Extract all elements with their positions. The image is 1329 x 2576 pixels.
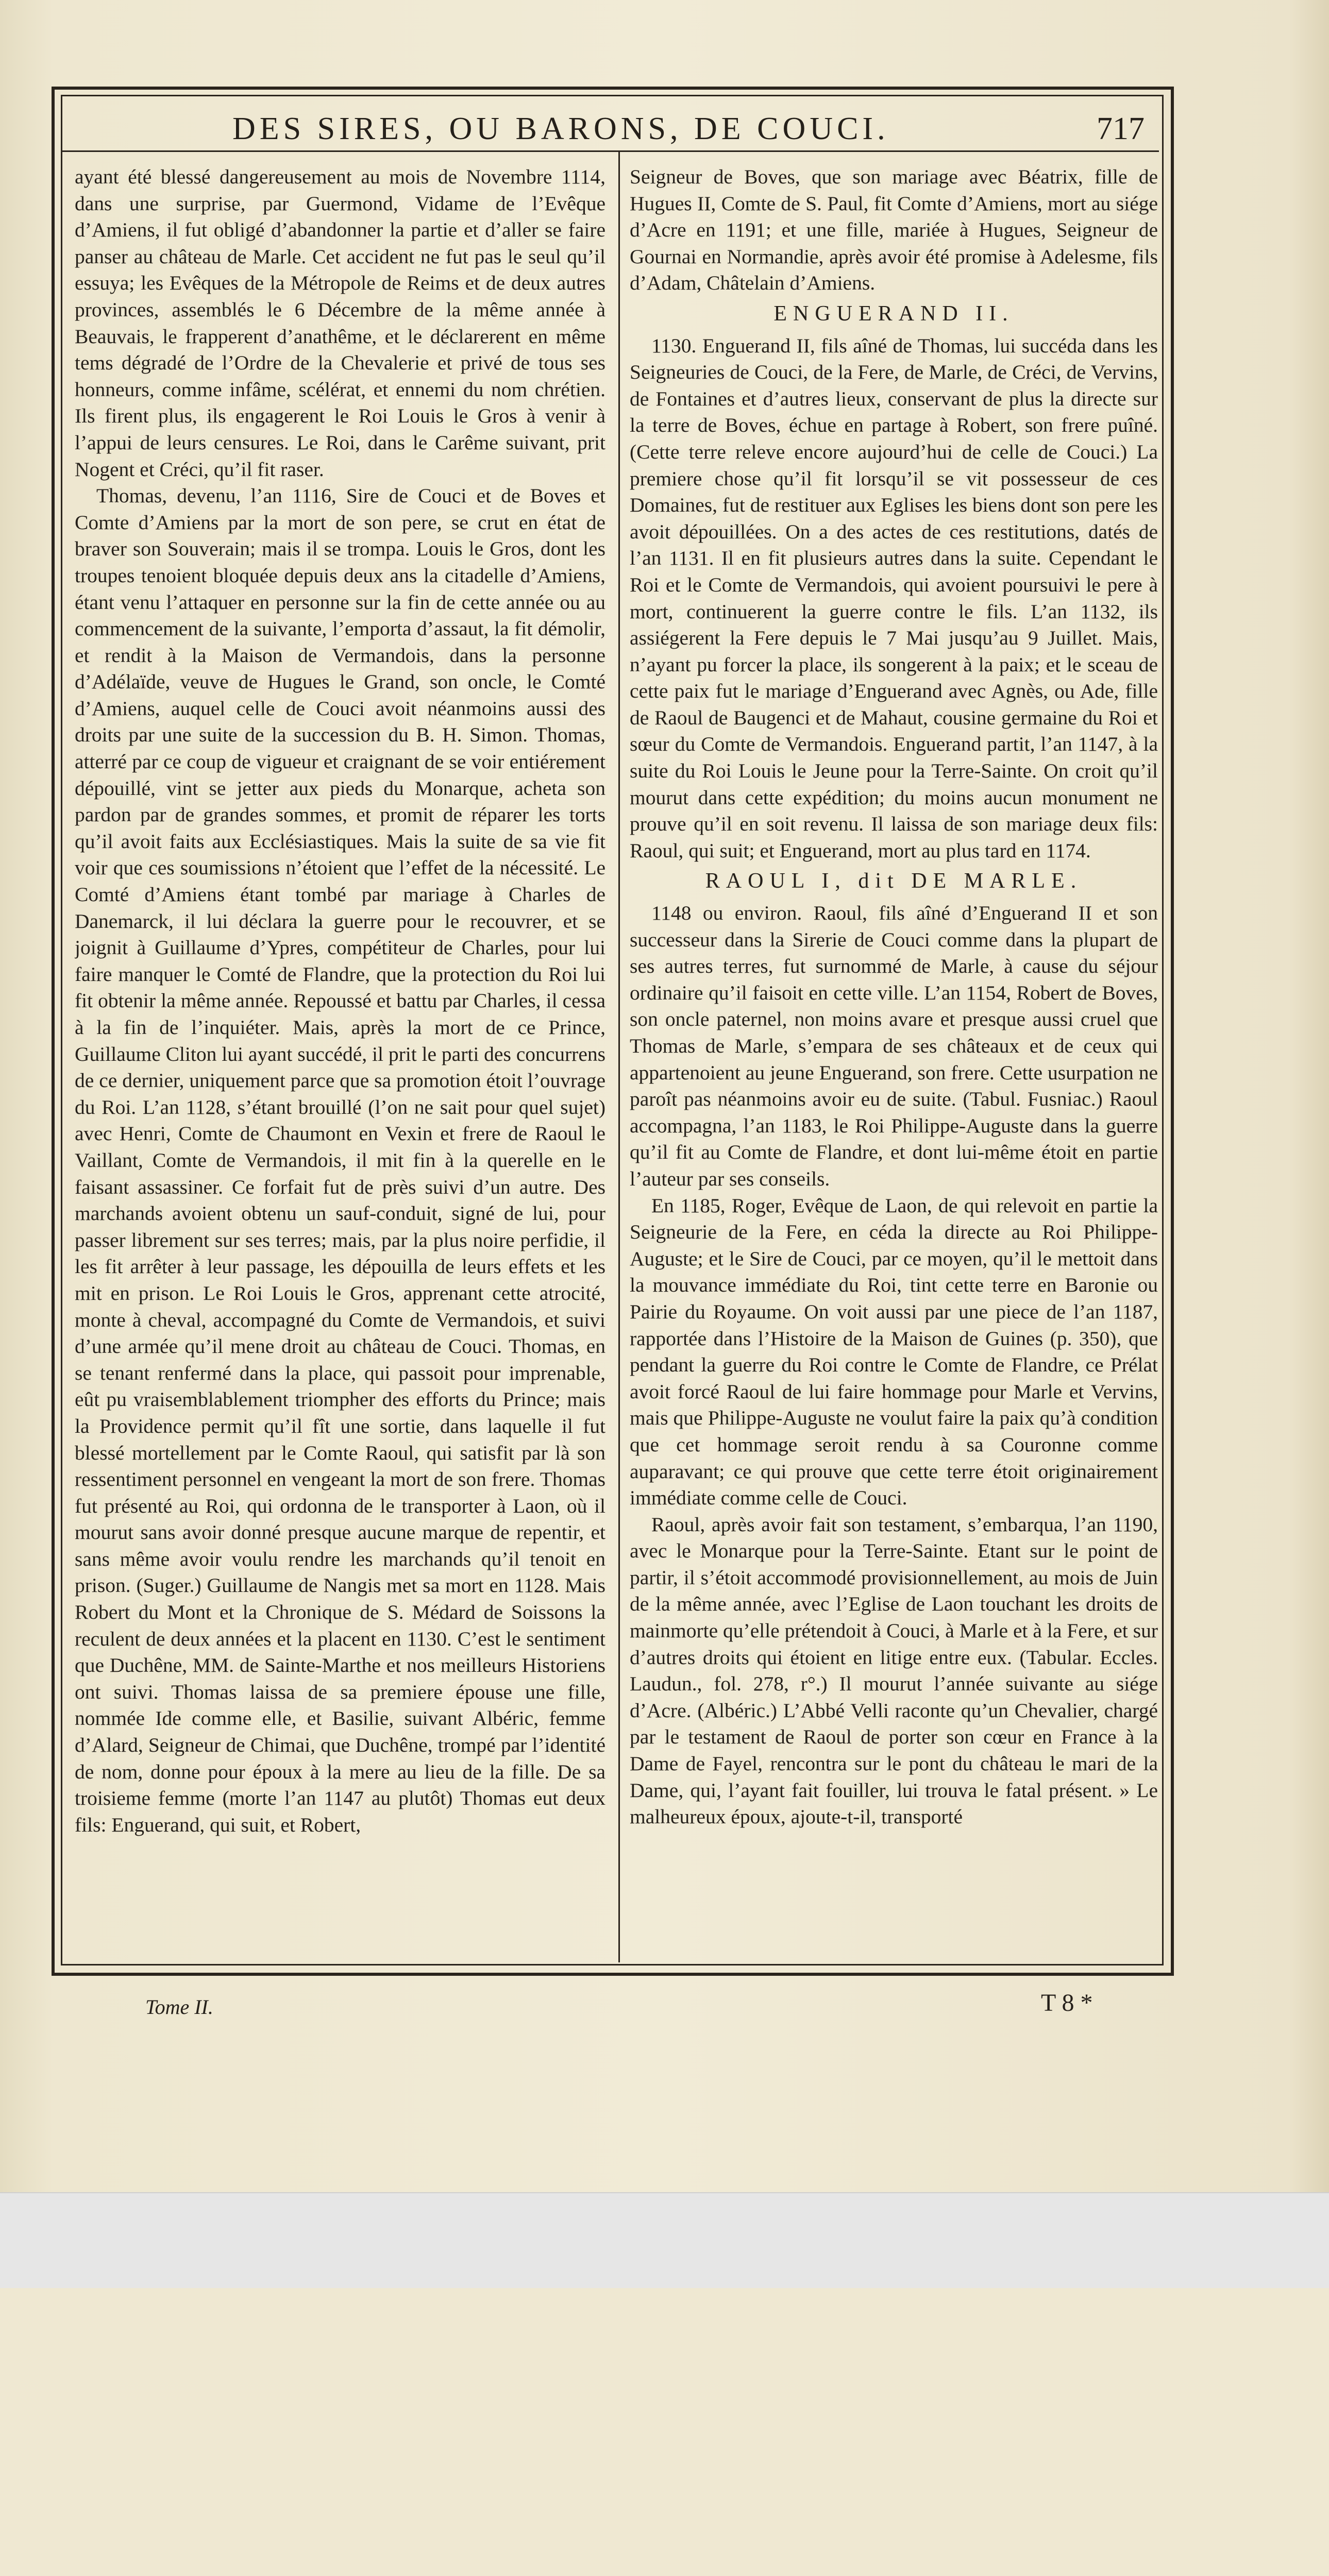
- right-paragraph-1: Seigneur de Boves, que son mariage avec Béatrix, fille de Hugues II, Comte de S. Paul, fit Comte d’Amiens, mort au siége d’Acre en 1191; et une fille, mariée à Hugues, Seigneur de Gournai en Normandie, après avoir été promise à Adelesme, fils d’Adam, Châtelain d’Amiens.: [630, 165, 1158, 295]
- right-paragraph-5: Raoul, après avoir fait son testament, s’embarqua, l’an 1190, avec le Monarque pour la Terre-Sainte. Etant sur le point de partir, il s’étoit accommodé provisionnellement, au mois de Juin de la même année, avec l’Eglise de Laon touchant les droits de mainmorte qu’elle prétendoit à Couci, à Marle et à la Fere, et sur d’autres droits qui étoient en litige entre eux. (Tabular. Eccles. Laudun., fol. 278, r°.) Il mourut l’année suivante au siége d’Acre. (Albéric.) L’Abbé Velli raconte qu’un Chevalier, chargé par le testament de Raoul de porter son cœur en France à la Dame de Fayel, rencontra sur le pont du château le mari de la Dame, qui, l’ayant fait fouiller, lui trouva le fatal présent. » Le malheureux époux, ajoute-t-il, transporté: [630, 1513, 1158, 1828]
- right-column: [630, 164, 1158, 1952]
- section-heading-raoul: RAOUL I, dit DE MARLE.: [705, 869, 1083, 893]
- section-heading-enguerand: ENGUERAND II.: [773, 301, 1014, 326]
- column-divider: [618, 150, 620, 1962]
- digitization-banner: [0, 2192, 1329, 2288]
- page-number: 717: [1097, 111, 1145, 146]
- left-paragraph-2: Thomas, devenu, l’an 1116, Sire de Couci et de Boves et Comte d’Amiens par la mort de son pere, se crut en état de braver son Souverain; mais il se trompa. Louis le Gros, dont les troupes tenoient bloquée depuis deux ans la citadelle d’Amiens, étant venu l’attaquer en personne sur la fin de cette année ou au commencement de la suivante, l’emporta d’assaut, la fit démolir, et rendit à la Maison de Vermandois, dans la personne d’Adélaïde, veuve de Hugues le Grand, son oncle, le Comté d’Amiens, auquel celle de Couci avoit néanmoins aussi des droits par une suite de la succession du B. H. Simon. Thomas, atterré par ce coup de vigueur et craignant de se voir entiérement dépouillé, vint se jetter aux pieds du Monarque, acheta son pardon par de grandes sommes, et promit de réparer les torts qu’il avoit faits aux Ecclésiastiques. Mais la suite de sa vie fit voir que ces soumissions n’étoient que l’effet de la nécessité. Le Comté d’Amiens étant tombé par mariage à Charles de Danemarck, il lui déclara la guerre pour le recouvrer, et se joignit à Guillaume d’Ypres, compétiteur de Charles, pour lui faire manquer le Comté de Flandre, que la protection du Roi lui fit obtenir la même année. Repoussé et battu par Charles, il cessa à la fin de l’inquiéter. Mais, après la mort de ce Prince, Guillaume Cliton lui ayant succédé, il prit le parti des concurrens de ce dernier, uniquement parce que sa promotion étoit l’ouvrage du Roi. L’an 1128, s’étant brouillé (l’on ne sait pour quel sujet) avec Henri, Comte de Chaumont en Vexin et frere de Raoul le Vaillant, Comte de Vermandois, il mit fin à la querelle en le faisant assassiner. Ce forfait fut de près suivi d’un autre. Des marchands avoient obtenu un sauf-conduit, signé de lui, pour passer librement sur ses terres; mais, par la plus noire perfidie, il les fit arrêter à leur passage, les dépouilla de leurs effets et les mit en prison. Le Roi Louis le Gros, apprenant cette atrocité, monte à cheval, accompagné du Comte de Vermandois, et suivi d’une armée qu’il mene droit au château de Couci. Thomas, en se tenant renfermé dans la place, qui passoit pour imprenable, eût pu vraisemblablement triompher des efforts du Prince; mais la Providence permit qu’il fît une sortie, dans laquelle il fut blessé mortellement par le Comte Raoul, qui satisfit par là son ressentiment personnel en vengeant la mort de son frere. Thomas fut présenté au Roi, qui ordonna de le transporter à Laon, où il mourut sans avoir donné presque aucune marque de repentir, et sans même avoir voulu rendre les marchands qu’il tenoit en prison. (Suger.) Guillaume de Nangis met sa mort en 1128. Mais Robert du Mont et la Chronique de S. Médard de Soissons la reculent de deux années et la placent en 1130. C’est le sentiment que Duchêne, MM. de Sainte-Marthe et nos meilleurs Historiens ont suivi. Thomas laissa de sa premiere épouse une fille, nommée Ide comme elle, et Basilie, suivant Albéric, femme d’Alard, Seigneur de Chimai, que Duchêne, trompé par l’identité de nom, donne pour époux à la mere au lieu de la fille. De sa troisieme femme (morte l’an 1147 au plutôt) Thomas eut deux fils: Enguerand, qui suit, et Robert,: [75, 484, 605, 1836]
- right-paragraph-3: 1148 ou environ. Raoul, fils aîné d’Enguerand II et son successeur dans la Sirerie de Couci comme dans la plupart de ses autres terres, fut surnommé de Marle, à cause du séjour ordinaire qu’il faisoit en cette ville. L’an 1154, Robert de Boves, son oncle paternel, non moins avare et presque aussi cruel que Thomas de Marle, s’empara de ses châteaux et de ceux qui appartenoient au jeune Enguerand, son frere. Cette usurpation ne paroît pas néanmoins avoir eu de suite. (Tabul. Fusniac.) Raoul accompagna, l’an 1183, le Roi Philippe-Auguste dans la guerre qu’il fit au Comte de Flandre, et dont lui-même étoit en partie l’auteur par ses conseils.: [630, 902, 1158, 1190]
- left-column: [75, 164, 605, 1952]
- volume-label: Tome II.: [145, 1995, 213, 2019]
- left-paragraph-1: ayant été blessé dangereusement au mois de Novembre 1114, dans une surprise, par Guermond, Vidame de l’Evêque d’Amiens, il fut obligé d’abandonner la partie et d’aller se faire panser au château de Marle. Cet accident ne fut pas le seul qu’il essuya; les Evêques de la Métropole de Reims et de deux autres provinces, assemblés le 6 Décembre de la même année à Beauvais, le frapperent d’anathême, et le déclarerent en même tems dégradé de l’Ordre de la Chevalerie et privé de tous ses honneurs, comme infâme, scélérat, et ennemi du nom chrétien. Ils firent plus, ils engagerent le Roi Louis le Gros à venir à l’appui de leurs censures. Le Roi, dans le Carême suivant, prit Nogent et Créci, qu’il fit raser.: [75, 165, 605, 481]
- running-title: DES SIRES, OU BARONS, DE COUCI.: [232, 111, 889, 146]
- running-header: [62, 96, 1159, 152]
- right-paragraph-2: 1130. Enguerand II, fils aîné de Thomas, lui succéda dans les Seigneuries de Couci, de la Fere, de Marle, de Créci, de Vervins, de Fontaines et d’autres lieux, conservant de plus la directe sur la terre de Boves, échue en partage à Robert, son frere puîné. (Cette terre releve encore aujourd’hui de celle de Couci.) La premiere chose qu’il fit lorsqu’il se vit possesseur de ces Domaines, fut de restituer aux Eglises les biens dont son pere les avoit dépouillées. On a des actes de ces restitutions, datés de l’an 1131. Il en fit plusieurs autres dans la suite. Cependant le Roi et le Comte de Vermandois, qui avoient poursuivi le pere à mort, continuerent la guerre contre le fils. L’an 1132, ils assiégerent la Fere depuis le 7 Mai jusqu’au 9 Juillet. Mais, n’ayant pu forcer la place, ils songerent à la paix; et le sceau de cette paix fut le mariage d’Enguerand avec Agnès, ou Ade, fille de Raoul de Baugenci et de Mahaut, cousine germaine du Roi et sœur du Comte de Vermandois. Enguerand partit, l’an 1147, à la suite du Roi Louis le Jeune pour la Terre-Sainte. On croit qu’il mourut dans cette expédition; du moins aucun monument ne prouve qu’il en soit revenu. Il laissa de son mariage deux fils: Raoul, qui suit; et Enguerand, mort au plus tard en 1174.: [630, 334, 1158, 862]
- signature-mark: T 8 *: [1041, 1989, 1093, 2016]
- right-paragraph-4: En 1185, Roger, Evêque de Laon, de qui relevoit en partie la Seigneurie de la Fere, en céda la directe au Roi Philippe-Auguste; et le Sire de Couci, par ce moyen, qu’il le mettoit dans la mouvance immédiate du Roi, tint cette terre en Baronie ou Pairie du Royaume. On voit aussi par une piece de l’an 1187, rapportée dans l’Histoire de la Maison de Guines (p. 350), que pendant la guerre du Roi contre le Comte de Flandre, ce Prélat avoit forcé Raoul de lui faire hommage pour Marle et Vervins, mais que Philippe-Auguste ne voulut faire la paix qu’à condition que cet hommage seroit rendu à sa Couronne comme auparavant; ce qui prouve que cette terre étoit originairement immédiate comme celle de Couci.: [630, 1194, 1158, 1510]
